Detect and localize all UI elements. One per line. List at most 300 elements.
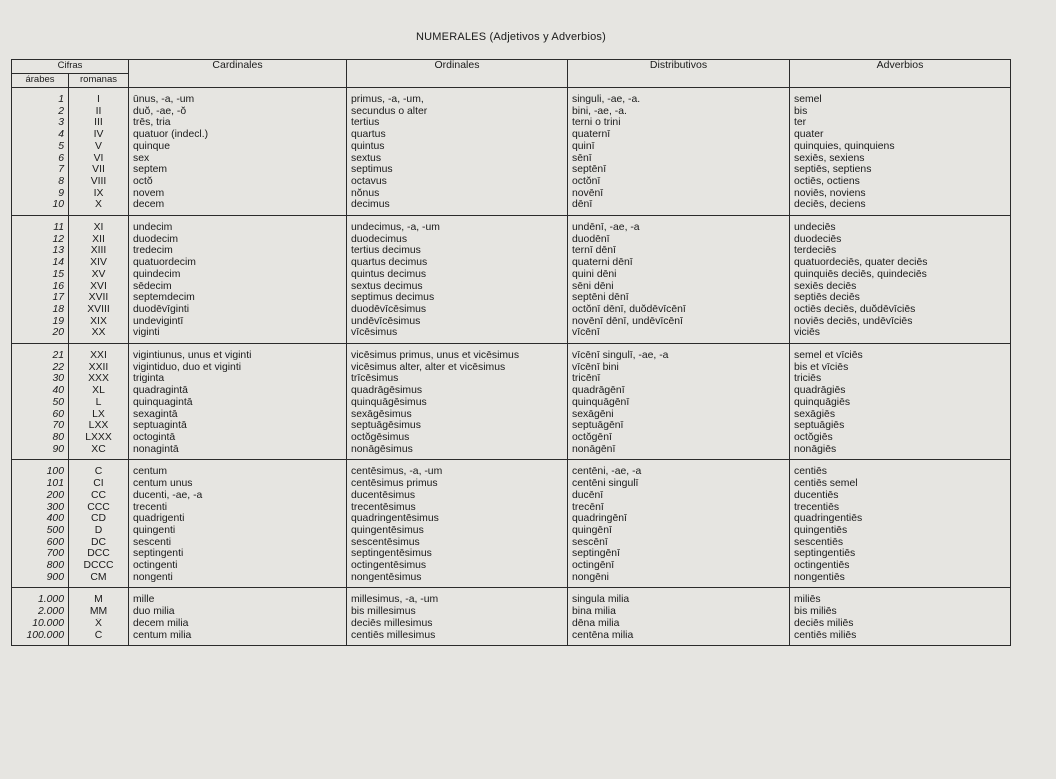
roman-numeral-cell: III [69,117,129,129]
table-row [12,245,1011,257]
arabic-numeral-cell: 18 [12,304,69,316]
distributive-cell: vīcēnī [568,327,790,343]
cardinal-cell: decem [129,199,347,215]
ordinal-cell: vicēsimus primus, unus et vicēsimus [347,344,568,362]
ordinal-cell: sextus decimus [347,281,568,293]
distributive-cell: dēnī [568,199,790,215]
distributive-cell: septingēnī [568,548,790,560]
arabic-numeral-cell: 11 [12,216,69,234]
table-row [12,432,1011,444]
cardinal-cell: quinquagintā [129,397,347,409]
adverb-cell: quinquāgiēs [790,397,1011,409]
cardinal-cell: septuagintā [129,420,347,432]
ordinal-cell: quartus decimus [347,257,568,269]
arabic-numeral-cell: 400 [12,513,69,525]
roman-numeral-cell: VII [69,164,129,176]
adverb-cell: septuāgiēs [790,420,1011,432]
distributive-cell: sēnī [568,153,790,165]
roman-numeral-cell: XV [69,269,129,281]
roman-numeral-cell: XX [69,327,129,343]
ordinal-cell: centēsimus primus [347,478,568,490]
adverb-cell: quater [790,129,1011,141]
cardinal-cell: centum milia [129,630,347,646]
arabic-numeral-cell: 50 [12,397,69,409]
adverb-cell: sexāgiēs [790,409,1011,421]
distributive-cell: centēni singulī [568,478,790,490]
table-row [12,420,1011,432]
adverb-cell: octiēs, octiens [790,176,1011,188]
distributive-cell: quinquāgēnī [568,397,790,409]
roman-numeral-cell: LXX [69,420,129,432]
roman-numeral-cell: LXXX [69,432,129,444]
numeral-group [12,460,1011,588]
table-row [12,630,1011,646]
distributive-cell: ternī dēnī [568,245,790,257]
cardinal-cell: vigintiunus, unus et viginti [129,344,347,362]
roman-numeral-cell: X̄ [69,618,129,630]
ordinal-cell: tertius [347,117,568,129]
distributive-cell: quaternī [568,129,790,141]
ordinal-cell: centēsimus, -a, -um [347,460,568,478]
distributive-cell: undēnī, -ae, -a [568,216,790,234]
arabic-numeral-cell: 600 [12,537,69,549]
arabic-numeral-cell: 100 [12,460,69,478]
ordinal-cell: primus, -a, -um, [347,88,568,106]
distributive-cell: novēnī [568,188,790,200]
ordinal-cell: septimus [347,164,568,176]
roman-numeral-cell: D [69,525,129,537]
arabic-numeral-cell: 19 [12,316,69,328]
adverb-cell: centiēs miliēs [790,630,1011,646]
distributive-cell: quaterni dēnī [568,257,790,269]
adverb-cell: duodeciēs [790,234,1011,246]
roman-numeral-cell: DC [69,537,129,549]
distributive-cell: sēni dēni [568,281,790,293]
adverb-cell: viciēs [790,327,1011,343]
page-title: NUMERALES (Adjetivos y Adverbios) [416,31,606,43]
adverb-cell: miliēs [790,588,1011,606]
roman-numeral-cell: IX [69,188,129,200]
ordinal-cell: octavus [347,176,568,188]
arabic-numeral-cell: 7 [12,164,69,176]
ordinal-cell: vīcēsimus [347,327,568,343]
cardinal-cell: nonagintā [129,444,347,460]
table-row [12,304,1011,316]
table-row [12,117,1011,129]
ordinal-cell: secundus o alter [347,106,568,118]
distributive-cell: octŏgēnī [568,432,790,444]
distributive-cell: bini, -ae, -a. [568,106,790,118]
roman-numeral-cell: I [69,88,129,106]
adverb-cell: semel et vīciēs [790,344,1011,362]
arabic-numeral-cell: 14 [12,257,69,269]
roman-numeral-cell: X [69,199,129,215]
table-row [12,606,1011,618]
roman-numeral-cell: XI [69,216,129,234]
adverb-cell: quadringentiēs [790,513,1011,525]
distributive-cell: quingēnī [568,525,790,537]
table-row [12,560,1011,572]
adverb-cell: septiēs deciēs [790,292,1011,304]
arabic-numeral-cell: 500 [12,525,69,537]
cardinal-cell: viginti [129,327,347,343]
arabic-numeral-cell: 10.000 [12,618,69,630]
table-row [12,106,1011,118]
arabic-numeral-cell: 80 [12,432,69,444]
arabic-numeral-cell: 40 [12,385,69,397]
roman-numeral-cell: V [69,141,129,153]
distributive-cell: sescēnī [568,537,790,549]
adverb-cell: sexiēs, sexiens [790,153,1011,165]
arabic-numeral-cell: 22 [12,362,69,374]
roman-numeral-cell: XC [69,444,129,460]
adverb-cell: quinquies, quinquiens [790,141,1011,153]
arabic-numeral-cell: 1.000 [12,588,69,606]
table-row [12,537,1011,549]
roman-numeral-cell: C [69,460,129,478]
distributive-cell: quini dēni [568,269,790,281]
ordinal-cell: undēvīcēsimus [347,316,568,328]
distributive-cell: singuli, -ae, -a. [568,88,790,106]
arabic-numeral-cell: 16 [12,281,69,293]
arabic-numeral-cell: 1 [12,88,69,106]
ordinal-cell: quinquāgēsimus [347,397,568,409]
arabic-numeral-cell: 300 [12,502,69,514]
arabic-numeral-cell: 70 [12,420,69,432]
table-row [12,478,1011,490]
table-row [12,490,1011,502]
cardinal-cell: quadragintā [129,385,347,397]
cardinal-cell: duŏ, -ae, -ŏ [129,106,347,118]
adverb-cell: sexiēs deciēs [790,281,1011,293]
cardinal-cell: octogintā [129,432,347,444]
distributive-cell: vīcēnī singulī, -ae, -a [568,344,790,362]
adverb-cell: quadrāgiēs [790,385,1011,397]
table-row [12,269,1011,281]
table-row [12,199,1011,215]
roman-numeral-cell: XXII [69,362,129,374]
cardinal-cell: quatuor (indecl.) [129,129,347,141]
header-ordinales: Ordinales [347,60,568,88]
distributive-cell: tricēnī [568,373,790,385]
table-row [12,234,1011,246]
table-row [12,292,1011,304]
ordinal-cell: septingentēsimus [347,548,568,560]
distributive-cell: quadringēnī [568,513,790,525]
cardinal-cell: duo milia [129,606,347,618]
arabic-numeral-cell: 2 [12,106,69,118]
arabic-numeral-cell: 2.000 [12,606,69,618]
adverb-cell: bis [790,106,1011,118]
table-row [12,513,1011,525]
cardinal-cell: mille [129,588,347,606]
header-romanas: romanas [69,74,129,88]
ordinal-cell: trīcēsimus [347,373,568,385]
ordinal-cell: quingentēsimus [347,525,568,537]
cardinal-cell: septem [129,164,347,176]
adverb-cell: octingentiēs [790,560,1011,572]
distributive-cell: septuāgēnī [568,420,790,432]
table-row [12,176,1011,188]
roman-numeral-cell: XVIII [69,304,129,316]
ordinal-cell: octingentēsimus [347,560,568,572]
roman-numeral-cell: II [69,106,129,118]
numeral-group [12,344,1011,460]
cardinal-cell: sēdecim [129,281,347,293]
table-row [12,548,1011,560]
table-row [12,588,1011,606]
table-row [12,362,1011,374]
adverb-cell: bis et vīciēs [790,362,1011,374]
roman-numeral-cell: XL [69,385,129,397]
distributive-cell: quadrāgēnī [568,385,790,397]
roman-numeral-cell: XII [69,234,129,246]
adverb-cell: centiēs semel [790,478,1011,490]
distributive-cell: duodēnī [568,234,790,246]
arabic-numeral-cell: 20 [12,327,69,343]
numeral-group [12,588,1011,646]
adverb-cell: quingentiēs [790,525,1011,537]
roman-numeral-cell: C̄ [69,630,129,646]
adverb-cell: centiēs [790,460,1011,478]
distributive-cell: dēna milia [568,618,790,630]
arabic-numeral-cell: 5 [12,141,69,153]
distributive-cell: centēna milia [568,630,790,646]
ordinal-cell: undecimus, -a, -um [347,216,568,234]
table-row [12,281,1011,293]
ordinal-cell: duodecimus [347,234,568,246]
roman-numeral-cell: L [69,397,129,409]
adverb-cell: octiēs deciēs, duŏdēvīciēs [790,304,1011,316]
cardinal-cell: octingenti [129,560,347,572]
adverb-cell: nonāgiēs [790,444,1011,460]
ordinal-cell: vicēsimus alter, alter et vicēsimus [347,362,568,374]
cardinal-cell: tredecim [129,245,347,257]
arabic-numeral-cell: 15 [12,269,69,281]
cardinal-cell: ūnus, -a, -um [129,88,347,106]
table-row [12,316,1011,328]
distributive-cell: sexāgēni [568,409,790,421]
table-row [12,502,1011,514]
ordinal-cell: millesimus, -a, -um [347,588,568,606]
adverb-cell: nongentiēs [790,572,1011,588]
cardinal-cell: centum [129,460,347,478]
table-row [12,141,1011,153]
ordinal-cell: nonāgēsimus [347,444,568,460]
adverb-cell: bis miliēs [790,606,1011,618]
distributive-cell: octingēnī [568,560,790,572]
table-row [12,327,1011,343]
arabic-numeral-cell: 90 [12,444,69,460]
arabic-numeral-cell: 10 [12,199,69,215]
distributive-cell: singula milia [568,588,790,606]
cardinal-cell: octŏ [129,176,347,188]
table-row [12,409,1011,421]
roman-numeral-cell: XIII [69,245,129,257]
cardinal-cell: quindecim [129,269,347,281]
ordinal-cell: quadringentēsimus [347,513,568,525]
adverb-cell: ter [790,117,1011,129]
arabic-numeral-cell: 12 [12,234,69,246]
cardinal-cell: undevigintī [129,316,347,328]
ordinal-cell: deciēs millesimus [347,618,568,630]
roman-numeral-cell: CI [69,478,129,490]
table-row [12,164,1011,176]
ordinal-cell: quadrāgēsimus [347,385,568,397]
adverb-cell: deciēs, deciens [790,199,1011,215]
arabic-numeral-cell: 3 [12,117,69,129]
roman-numeral-cell: LX [69,409,129,421]
roman-numeral-cell: DCCC [69,560,129,572]
distributive-cell: septēnī [568,164,790,176]
cardinal-cell: duodecim [129,234,347,246]
ordinal-cell: quintus [347,141,568,153]
adverb-cell: octŏgiēs [790,432,1011,444]
roman-numeral-cell: XVI [69,281,129,293]
roman-numeral-cell: VIII [69,176,129,188]
table-row [12,460,1011,478]
distributive-cell: nongēni [568,572,790,588]
arabic-numeral-cell: 101 [12,478,69,490]
arabic-numeral-cell: 100.000 [12,630,69,646]
arabic-numeral-cell: 30 [12,373,69,385]
roman-numeral-cell: DCC [69,548,129,560]
table-row [12,572,1011,588]
roman-numeral-cell: XIV [69,257,129,269]
arabic-numeral-cell: 17 [12,292,69,304]
roman-numeral-cell: XVII [69,292,129,304]
ordinal-cell: octŏgēsimus [347,432,568,444]
table-row [12,257,1011,269]
header-arabes: árabes [12,74,69,88]
distributive-cell: trecēnī [568,502,790,514]
cardinal-cell: quatuordecim [129,257,347,269]
cardinal-cell: undecim [129,216,347,234]
arabic-numeral-cell: 21 [12,344,69,362]
roman-numeral-cell: IV [69,129,129,141]
ordinal-cell: centiēs millesimus [347,630,568,646]
ordinal-cell: quartus [347,129,568,141]
distributive-cell: bina milia [568,606,790,618]
table-row [12,216,1011,234]
cardinal-cell: trecenti [129,502,347,514]
distributive-cell: centēni, -ae, -a [568,460,790,478]
ordinal-cell: sescentēsimus [347,537,568,549]
arabic-numeral-cell: 8 [12,176,69,188]
header-adverbios: Adverbios [790,60,1011,88]
numerals-table [11,59,1011,646]
cardinal-cell: centum unus [129,478,347,490]
roman-numeral-cell: CD [69,513,129,525]
cardinal-cell: sex [129,153,347,165]
header-cardinales: Cardinales [129,60,347,88]
roman-numeral-cell: MM [69,606,129,618]
cardinal-cell: sescenti [129,537,347,549]
adverb-cell: quinquiēs deciēs, quindeciēs [790,269,1011,281]
distributive-cell: septēni dēnī [568,292,790,304]
ordinal-cell: trecentēsimus [347,502,568,514]
cardinal-cell: decem milia [129,618,347,630]
ordinal-cell: septuāgēsimus [347,420,568,432]
adverb-cell: sescentiēs [790,537,1011,549]
arabic-numeral-cell: 900 [12,572,69,588]
cardinal-cell: quinque [129,141,347,153]
adverb-cell: noviēs deciēs, undēvīciēs [790,316,1011,328]
numeral-group [12,216,1011,344]
header-cifras: Cifras [12,60,129,74]
ordinal-cell: sextus [347,153,568,165]
cardinal-cell: septemdecim [129,292,347,304]
table-row [12,444,1011,460]
distributive-cell: nonāgēnī [568,444,790,460]
ordinal-cell: nongentēsimus [347,572,568,588]
arabic-numeral-cell: 60 [12,409,69,421]
distributive-cell: novēnī dēnī, undēvīcēnī [568,316,790,328]
table-row [12,153,1011,165]
adverb-cell: ducentiēs [790,490,1011,502]
numeral-group [12,88,1011,216]
arabic-numeral-cell: 6 [12,153,69,165]
adverb-cell: trecentiēs [790,502,1011,514]
cardinal-cell: nongenti [129,572,347,588]
ordinal-cell: nŏnus [347,188,568,200]
table-row [12,88,1011,106]
table-row [12,344,1011,362]
roman-numeral-cell: M [69,588,129,606]
ordinal-cell: bis millesimus [347,606,568,618]
distributive-cell: quinī [568,141,790,153]
cardinal-cell: triginta [129,373,347,385]
arabic-numeral-cell: 4 [12,129,69,141]
arabic-numeral-cell: 9 [12,188,69,200]
distributive-cell: octŏnī [568,176,790,188]
cardinal-cell: vigintiduo, duo et viginti [129,362,347,374]
roman-numeral-cell: VI [69,153,129,165]
table-row [12,373,1011,385]
table-row [12,525,1011,537]
table-row [12,397,1011,409]
adverb-cell: septingentiēs [790,548,1011,560]
table-row [12,129,1011,141]
distributive-cell: vīcēnī bini [568,362,790,374]
arabic-numeral-cell: 13 [12,245,69,257]
roman-numeral-cell: XXX [69,373,129,385]
table-row [12,618,1011,630]
adverb-cell: semel [790,88,1011,106]
adverb-cell: quatuordeciēs, quater deciēs [790,257,1011,269]
ordinal-cell: decimus [347,199,568,215]
roman-numeral-cell: CM [69,572,129,588]
table-row [12,188,1011,200]
cardinal-cell: quingenti [129,525,347,537]
roman-numeral-cell: CC [69,490,129,502]
cardinal-cell: ducenti, -ae, -a [129,490,347,502]
adverb-cell: noviēs, noviens [790,188,1011,200]
cardinal-cell: quadrigenti [129,513,347,525]
adverb-cell: triciēs [790,373,1011,385]
ordinal-cell: tertius decimus [347,245,568,257]
distributive-cell: ducēnī [568,490,790,502]
cardinal-cell: novem [129,188,347,200]
adverb-cell: undeciēs [790,216,1011,234]
roman-numeral-cell: XXI [69,344,129,362]
adverb-cell: terdeciēs [790,245,1011,257]
cardinal-cell: duodēvīginti [129,304,347,316]
ordinal-cell: septimus decimus [347,292,568,304]
header-distributivos: Distributivos [568,60,790,88]
roman-numeral-cell: XIX [69,316,129,328]
adverb-cell: septiēs, septiens [790,164,1011,176]
